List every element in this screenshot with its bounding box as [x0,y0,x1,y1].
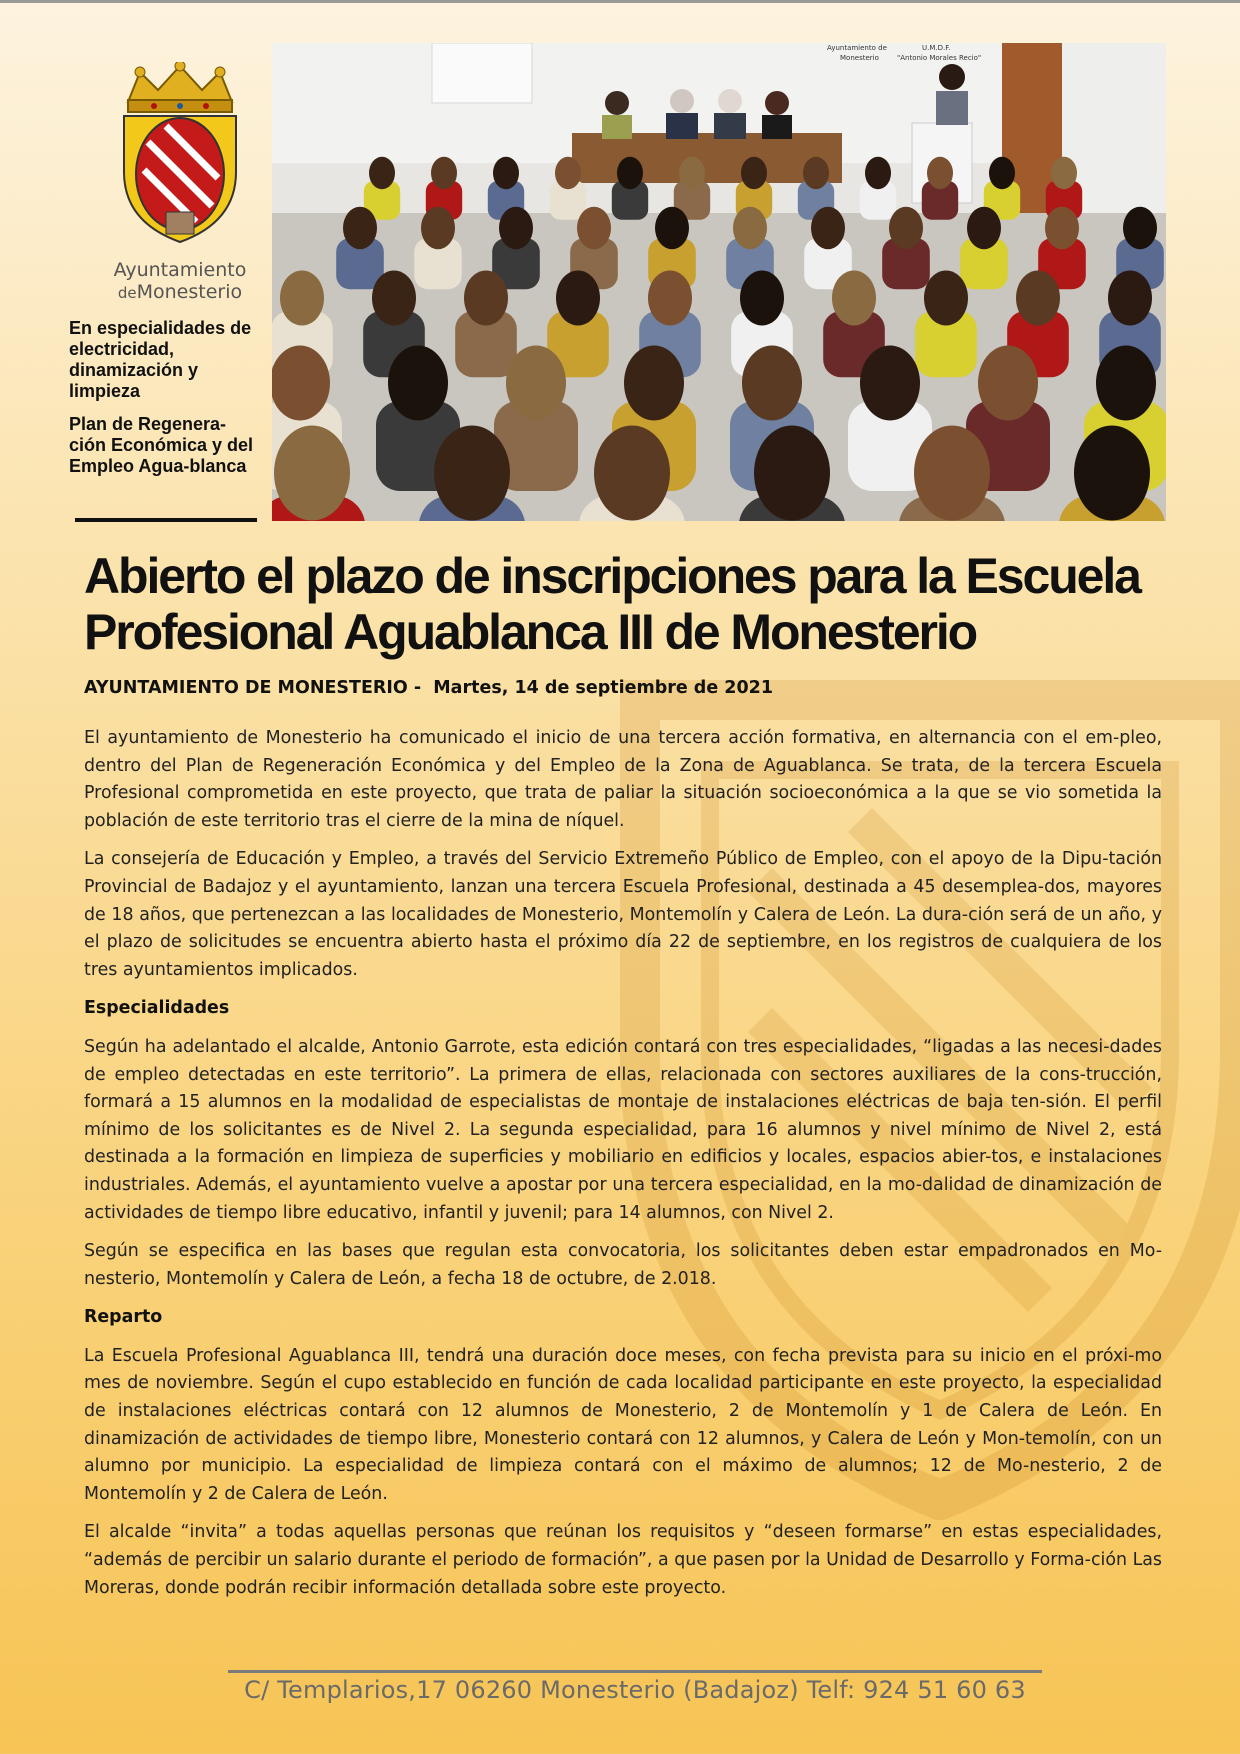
event-photo [272,43,1166,521]
logo-line-2: de [117,284,137,302]
paragraph-6: El alcalde “invita” a todas aquellas personas que reúnan los requisitos y “deseen formarse” en estas especialidades, “además de percibir un salario durante el periodo de formación”, a que pasen por la Unidad de Desarrollo y Forma-ción Las Moreras, donde podrán recibir información detallada sobre este proyecto. [84,1522,1162,1598]
article-body [84,725,1162,1613]
paragraph-4: Según se especifica en las bases que regulan esta convocatoria, los solicitantes deben estar empadronados en Mo-nesterio, Montemolín y Calera de León, a fecha 18 de octubre, de 2.018. [84,1241,1162,1289]
wall-sign-text-2: Monesterio [840,54,879,62]
kicker-specialties: En especialidades de electricidad, dinamización y limpieza [69,318,252,401]
byline-date: Martes, 14 de septiembre de 2021 [433,678,774,698]
byline-source: AYUNTAMIENTO DE MONESTERIO - [84,678,422,698]
sidebar-kickers [69,318,259,489]
wall-sign-text-1: Ayuntamiento de [827,44,887,52]
logo-wordmark [100,259,260,304]
footer-address: C/ Templarios,17 06260 Monesterio (Badajoz) Telf: 924 51 60 63 [244,1676,1026,1704]
wall-sign-text-3: U.M.D.F. [922,44,951,52]
byline [84,678,779,698]
municipal-logo [100,62,260,302]
headline: Abierto el plazo de inscripciones para la Escuela Profesional Aguablanca III de Monesterio [84,548,1140,660]
footer-rule [228,1670,1042,1673]
logo-line-1: Ayuntamiento [113,259,247,281]
subhead-especialidades: Especialidades [84,998,230,1019]
paragraph-2: La consejería de Educación y Empleo, a través del Servicio Extremeño Público de Empleo, con el apoyo de la Dipu-tación Provincial de Badajoz y el ayuntamiento, lanzan una tercera Escuela Profesional, destinada a 45 desemplea-dos, mayores de 18 años, que pertenezcan a las localidades de Monesterio, Montemolín y Calera de León. La dura-ción será de un año, y el plazo de solicitudes se encuentra abierto hasta el próximo día 22 de septiembre, en los registros de cualquiera de los tres ayuntamientos implicados. [84,849,1162,980]
logo-line-3: Monesterio [136,281,243,303]
paragraph-3: Según ha adelantado el alcalde, Antonio Garrote, esta edición contará con tres especialidades, “ligadas a las necesi-dades de empleo detectadas en este territorio”. La primera de ellas, relacionada con sectores auxiliares de la cons-trucción, formará a 15 alumnos en la modalidad de especialistas de montaje de instalaciones eléctricas de baja ten-sión. El perfil mínimo de los solicitantes es de Nivel 2. La segunda especialidad, para 16 alumnos y nivel mínimo de Nivel 2, está destinada a la formación en limpieza de superficies y mobiliario en edificios y locales, espacios abier-tos, e instalaciones industriales. Además, el ayuntamiento vuelve a apostar por una tercera especialidad, en la mo-dalidad de dinamización de actividades de tiempo libre educativo, infantil y juvenil; para 14 alumnos, con Nivel 2. [84,1036,1162,1223]
sidebar-rule [75,518,257,522]
wall-sign-text-4: "Antonio Morales Recio" [897,54,982,62]
subhead-reparto: Reparto [84,1307,163,1328]
paragraph-1: El ayuntamiento de Monesterio ha comunicado el inicio de una tercera acción formativa, en alternancia con el em-pleo, dentro del Plan de Regeneración Económica y del Empleo de la Zona de Aguablanca. Se trata, de la tercera Escuela Profesional comprometida en este proyecto, que trata de paliar la situación socioeconómica a la que se vio sometida la población de este territorio tras el cierre de la mina de níquel. [84,728,1162,831]
paragraph-5: La Escuela Profesional Aguablanca III, tendrá una duración doce meses, con fecha prevista para su inicio en el próxi-mo mes de noviembre. Según el cupo establecido en función de cada localidad participante en este proyecto, la especialidad de instalaciones eléctricas contará con 12 alumnos de Monesterio, 2 de Montemolín y 1 de Calera de León. En dinamización de actividades de tiempo libre, Monesterio contará con 12 alumnos, y Calera de León y Mon-temolín, con un alumno por municipio. La especialidad de limpieza contará con el máximo de alumnos; 12 de Mo-nesterio, 2 de Montemolín y 2 de Calera de León. [84,1345,1162,1504]
kicker-plan: Plan de Regenera-ción Económica y del Empleo Agua-blanca [69,414,254,476]
coat-of-arms-icon [110,62,250,252]
